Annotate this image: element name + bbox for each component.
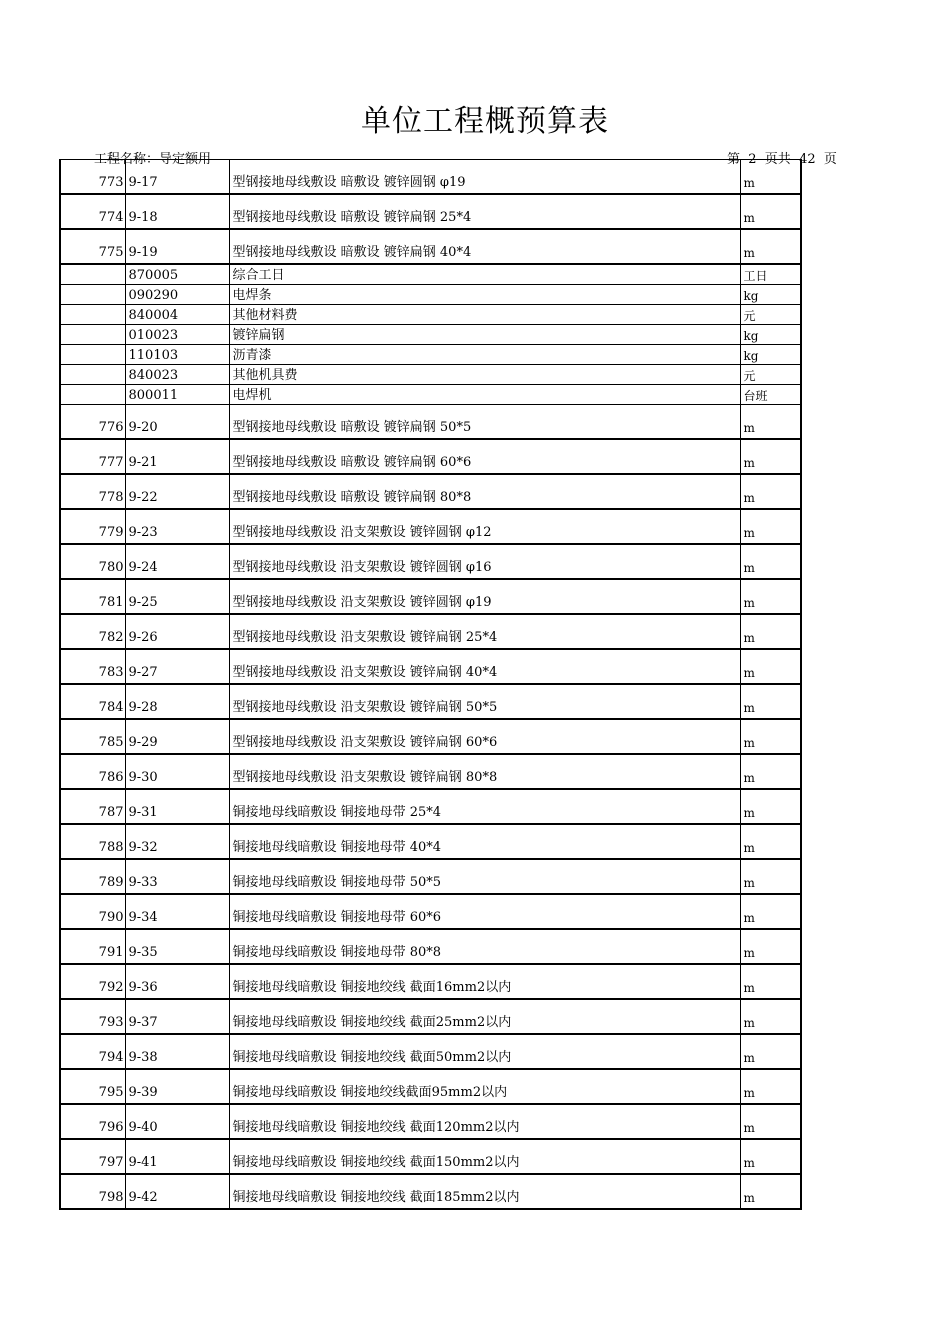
item-code-cell: 9-36 (125, 964, 229, 999)
item-code-cell: 110103 (125, 345, 229, 365)
table-row (60, 385, 801, 405)
unit-cell: m (740, 160, 801, 195)
item-name-cell: 铜接地母线暗敷设 铜接地绞线 截面120mm2以内 (229, 1104, 740, 1139)
row-number-cell (60, 264, 125, 285)
budget-table-body (60, 160, 801, 1210)
unit-cell: m (740, 754, 801, 789)
unit-cell: kg (740, 345, 801, 365)
table-row (60, 614, 801, 649)
item-code-cell: 9-33 (125, 859, 229, 894)
item-name-cell: 型钢接地母线敷设 沿支架敷设 镀锌圆钢 φ12 (229, 509, 740, 544)
row-number-cell (60, 365, 125, 385)
table-row (60, 824, 801, 859)
table-row (60, 1139, 801, 1174)
item-code-cell: 9-37 (125, 999, 229, 1034)
item-code-cell: 9-27 (125, 649, 229, 684)
row-number-cell: 789 (60, 859, 125, 894)
item-name-cell: 型钢接地母线敷设 暗敷设 镀锌扁钢 50*5 (229, 405, 740, 440)
unit-cell: 台班 (740, 385, 801, 405)
item-name-cell: 型钢接地母线敷设 沿支架敷设 镀锌扁钢 25*4 (229, 614, 740, 649)
table-row (60, 544, 801, 579)
row-number-cell: 777 (60, 439, 125, 474)
row-number-cell: 793 (60, 999, 125, 1034)
item-name-cell: 电焊机 (229, 385, 740, 405)
unit-cell: kg (740, 325, 801, 345)
unit-cell: 元 (740, 365, 801, 385)
item-name-cell: 型钢接地母线敷设 暗敷设 镀锌扁钢 80*8 (229, 474, 740, 509)
table-row (60, 365, 801, 385)
item-code-cell: 9-18 (125, 194, 229, 229)
item-name-cell: 其他材料费 (229, 305, 740, 325)
item-name-cell: 铜接地母线暗敷设 铜接地绞线 截面16mm2以内 (229, 964, 740, 999)
table-row (60, 405, 801, 440)
unit-cell: 元 (740, 305, 801, 325)
row-number-cell: 780 (60, 544, 125, 579)
unit-cell: m (740, 1034, 801, 1069)
unit-cell: m (740, 194, 801, 229)
row-number-cell: 773 (60, 160, 125, 195)
unit-cell: m (740, 614, 801, 649)
budget-table (59, 159, 802, 1210)
item-name-cell: 铜接地母线暗敷设 铜接地绞线 截面150mm2以内 (229, 1139, 740, 1174)
item-name-cell: 综合工日 (229, 264, 740, 285)
item-code-cell: 9-38 (125, 1034, 229, 1069)
row-number-cell (60, 285, 125, 305)
item-code-cell: 800011 (125, 385, 229, 405)
item-name-cell: 铜接地母线暗敷设 铜接地母带 80*8 (229, 929, 740, 964)
table-row (60, 194, 801, 229)
row-number-cell: 775 (60, 229, 125, 264)
row-number-cell (60, 345, 125, 365)
row-number-cell: 790 (60, 894, 125, 929)
unit-cell: m (740, 544, 801, 579)
item-name-cell: 铜接地母线暗敷设 铜接地母带 40*4 (229, 824, 740, 859)
table-row (60, 1104, 801, 1139)
unit-cell: m (740, 509, 801, 544)
item-code-cell: 9-34 (125, 894, 229, 929)
item-name-cell: 铜接地母线暗敷设 铜接地绞线截面95mm2以内 (229, 1069, 740, 1104)
table-row (60, 684, 801, 719)
table-row (60, 229, 801, 264)
table-row (60, 474, 801, 509)
item-name-cell: 其他机具费 (229, 365, 740, 385)
item-code-cell: 9-32 (125, 824, 229, 859)
item-code-cell: 840023 (125, 365, 229, 385)
row-number-cell: 786 (60, 754, 125, 789)
item-code-cell: 9-35 (125, 929, 229, 964)
row-number-cell (60, 305, 125, 325)
table-row (60, 285, 801, 305)
row-number-cell: 776 (60, 405, 125, 440)
item-name-cell: 铜接地母线暗敷设 铜接地绞线 截面25mm2以内 (229, 999, 740, 1034)
item-name-cell: 型钢接地母线敷设 暗敷设 镀锌扁钢 40*4 (229, 229, 740, 264)
item-name-cell: 铜接地母线暗敷设 铜接地母带 25*4 (229, 789, 740, 824)
table-row (60, 1069, 801, 1104)
unit-cell: m (740, 439, 801, 474)
item-name-cell: 型钢接地母线敷设 沿支架敷设 镀锌扁钢 60*6 (229, 719, 740, 754)
item-name-cell: 铜接地母线暗敷设 铜接地绞线 截面185mm2以内 (229, 1174, 740, 1209)
table-row (60, 894, 801, 929)
row-number-cell: 795 (60, 1069, 125, 1104)
table-row (60, 789, 801, 824)
unit-cell: m (740, 1174, 801, 1209)
table-row (60, 754, 801, 789)
row-number-cell: 796 (60, 1104, 125, 1139)
row-number-cell: 779 (60, 509, 125, 544)
item-code-cell: 9-28 (125, 684, 229, 719)
item-code-cell: 9-23 (125, 509, 229, 544)
unit-cell: m (740, 789, 801, 824)
table-row (60, 325, 801, 345)
table-row (60, 649, 801, 684)
item-code-cell: 9-29 (125, 719, 229, 754)
row-number-cell: 787 (60, 789, 125, 824)
table-row (60, 345, 801, 365)
table-row (60, 160, 801, 195)
item-name-cell: 型钢接地母线敷设 沿支架敷设 镀锌扁钢 80*8 (229, 754, 740, 789)
item-name-cell: 沥青漆 (229, 345, 740, 365)
unit-cell: m (740, 405, 801, 440)
unit-cell: m (740, 1069, 801, 1104)
table-row (60, 305, 801, 325)
unit-cell: m (740, 684, 801, 719)
unit-cell: m (740, 929, 801, 964)
unit-cell: m (740, 1139, 801, 1174)
item-code-cell: 9-25 (125, 579, 229, 614)
item-code-cell: 9-26 (125, 614, 229, 649)
unit-cell: m (740, 579, 801, 614)
row-number-cell: 794 (60, 1034, 125, 1069)
item-code-cell: 9-41 (125, 1139, 229, 1174)
item-code-cell: 9-42 (125, 1174, 229, 1209)
item-code-cell: 090290 (125, 285, 229, 305)
item-code-cell: 9-19 (125, 229, 229, 264)
row-number-cell: 784 (60, 684, 125, 719)
unit-cell: 工日 (740, 264, 801, 285)
item-name-cell: 型钢接地母线敷设 暗敷设 镀锌扁钢 60*6 (229, 439, 740, 474)
row-number-cell: 783 (60, 649, 125, 684)
table-row (60, 719, 801, 754)
table-row (60, 264, 801, 285)
item-name-cell: 型钢接地母线敷设 沿支架敷设 镀锌圆钢 φ19 (229, 579, 740, 614)
item-code-cell: 010023 (125, 325, 229, 345)
row-number-cell: 781 (60, 579, 125, 614)
unit-cell: m (740, 1104, 801, 1139)
item-code-cell: 9-24 (125, 544, 229, 579)
item-name-cell: 镀锌扁钢 (229, 325, 740, 345)
unit-cell: m (740, 964, 801, 999)
item-name-cell: 型钢接地母线敷设 沿支架敷设 镀锌扁钢 40*4 (229, 649, 740, 684)
table-row (60, 859, 801, 894)
row-number-cell (60, 385, 125, 405)
unit-cell: m (740, 824, 801, 859)
row-number-cell: 774 (60, 194, 125, 229)
row-number-cell: 782 (60, 614, 125, 649)
row-number-cell (60, 325, 125, 345)
page-title: 单位工程概预算表 (361, 104, 609, 139)
page-number-info: 第 2 页共 42 页 (727, 152, 837, 167)
row-number-cell: 778 (60, 474, 125, 509)
item-code-cell: 9-40 (125, 1104, 229, 1139)
table-row (60, 1174, 801, 1209)
item-code-cell: 9-22 (125, 474, 229, 509)
table-row (60, 1034, 801, 1069)
item-code-cell: 9-21 (125, 439, 229, 474)
unit-cell: m (740, 474, 801, 509)
item-name-cell: 型钢接地母线敷设 沿支架敷设 镀锌扁钢 50*5 (229, 684, 740, 719)
item-name-cell: 电焊条 (229, 285, 740, 305)
unit-cell: kg (740, 285, 801, 305)
unit-cell: m (740, 229, 801, 264)
table-row (60, 964, 801, 999)
item-name-cell: 型钢接地母线敷设 沿支架敷设 镀锌圆钢 φ16 (229, 544, 740, 579)
table-row (60, 439, 801, 474)
row-number-cell: 797 (60, 1139, 125, 1174)
table-row (60, 579, 801, 614)
unit-cell: m (740, 894, 801, 929)
item-name-cell: 铜接地母线暗敷设 铜接地绞线 截面50mm2以内 (229, 1034, 740, 1069)
item-name-cell: 型钢接地母线敷设 暗敷设 镀锌扁钢 25*4 (229, 194, 740, 229)
item-code-cell: 9-31 (125, 789, 229, 824)
item-code-cell: 840004 (125, 305, 229, 325)
unit-cell: m (740, 719, 801, 754)
item-code-cell: 870005 (125, 264, 229, 285)
row-number-cell: 788 (60, 824, 125, 859)
item-name-cell: 型钢接地母线敷设 暗敷设 镀锌圆钢 φ19 (229, 160, 740, 195)
item-code-cell: 9-17 (125, 160, 229, 195)
table-row (60, 929, 801, 964)
table-row (60, 509, 801, 544)
unit-cell: m (740, 999, 801, 1034)
row-number-cell: 785 (60, 719, 125, 754)
item-code-cell: 9-30 (125, 754, 229, 789)
table-row (60, 999, 801, 1034)
project-name-label: 工程名称：导定额用 (94, 152, 212, 167)
row-number-cell: 798 (60, 1174, 125, 1209)
item-name-cell: 铜接地母线暗敷设 铜接地母带 60*6 (229, 894, 740, 929)
item-name-cell: 铜接地母线暗敷设 铜接地母带 50*5 (229, 859, 740, 894)
row-number-cell: 791 (60, 929, 125, 964)
row-number-cell: 792 (60, 964, 125, 999)
unit-cell: m (740, 859, 801, 894)
item-code-cell: 9-39 (125, 1069, 229, 1104)
item-code-cell: 9-20 (125, 405, 229, 440)
unit-cell: m (740, 649, 801, 684)
